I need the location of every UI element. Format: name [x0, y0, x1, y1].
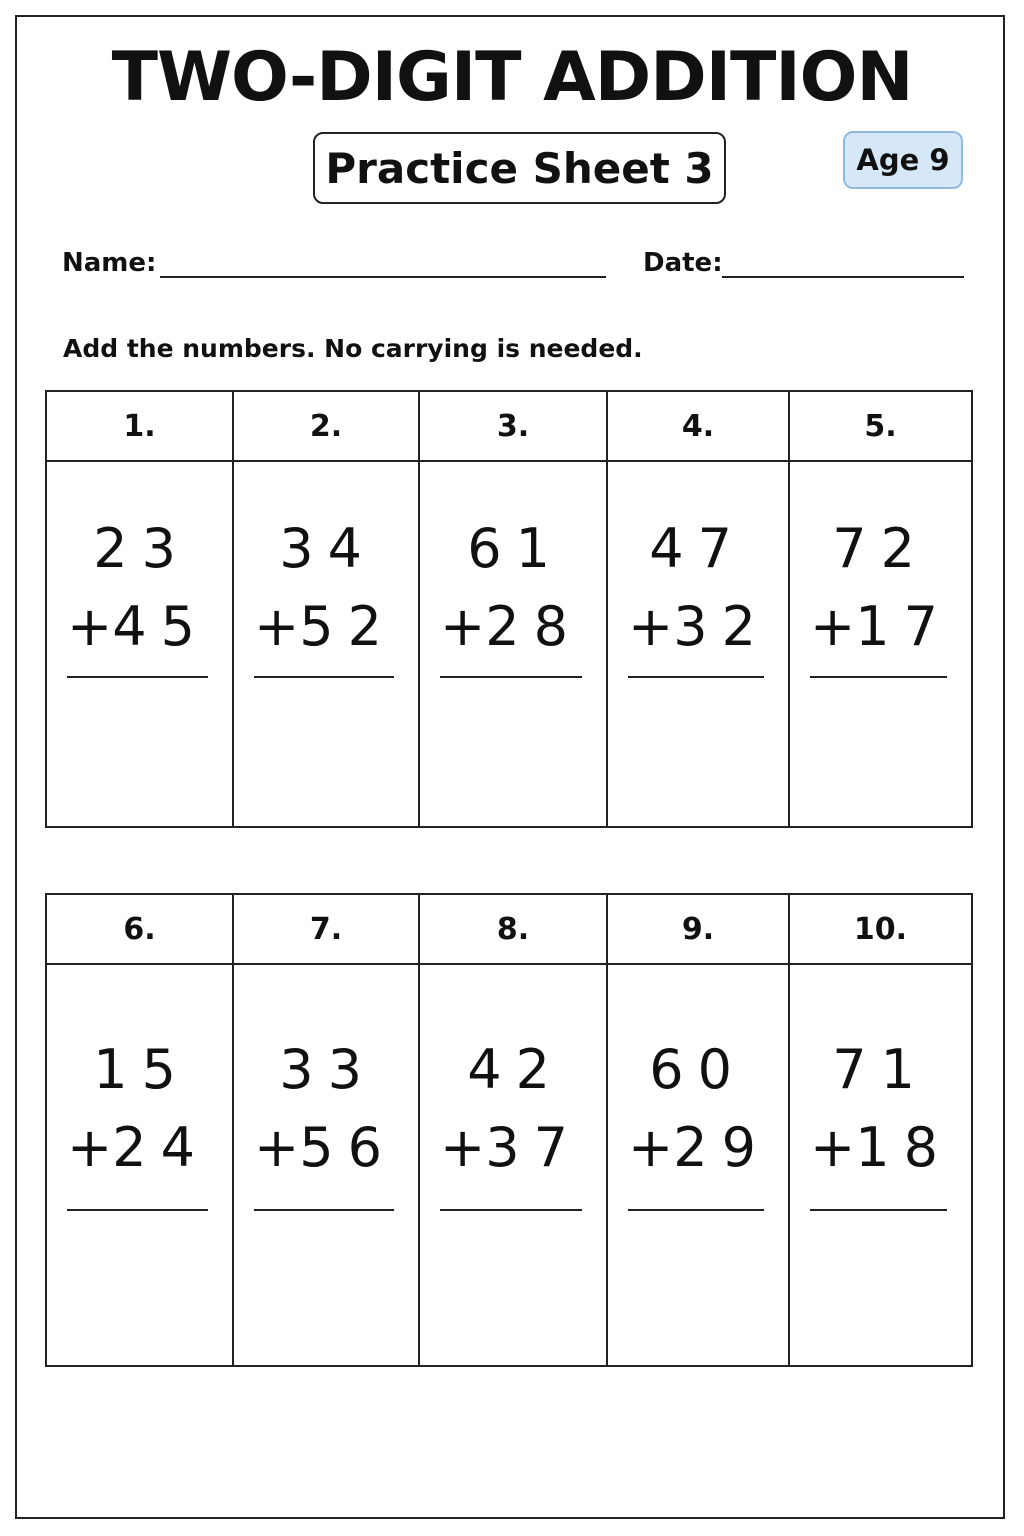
problem-grid-top — [45, 390, 973, 828]
plus-sign: + — [67, 1116, 113, 1179]
addend-bottom-row — [810, 1116, 952, 1179]
addend-top: 71 — [832, 1038, 929, 1101]
worksheet-title: TWO-DIGIT ADDITION — [111, 38, 913, 117]
answer-line[interactable] — [810, 676, 947, 678]
name-label: Name: — [62, 248, 157, 278]
plus-sign: + — [254, 595, 300, 658]
problem-number: 2. — [234, 392, 418, 462]
problem-cell — [47, 392, 234, 826]
problem-number: 5. — [790, 392, 971, 462]
answer-line[interactable] — [67, 1209, 208, 1211]
addend-bottom: 52 — [299, 595, 396, 658]
answer-line[interactable] — [67, 676, 208, 678]
answer-line[interactable] — [440, 1209, 582, 1211]
addend-top: 34 — [279, 517, 376, 580]
addend-bottom-row — [254, 595, 396, 658]
answer-line[interactable] — [628, 676, 764, 678]
problem-number: 1. — [47, 392, 232, 462]
addend-bottom: 17 — [855, 595, 952, 658]
addend-top: 42 — [467, 1038, 564, 1101]
problem-number: 4. — [608, 392, 788, 462]
problem-number: 8. — [420, 895, 606, 965]
problem-number: 10. — [790, 895, 971, 965]
addend-bottom: 45 — [112, 595, 209, 658]
subtitle-box — [313, 132, 726, 204]
addend-bottom: 28 — [485, 595, 582, 658]
plus-sign: + — [440, 1116, 486, 1179]
problem-cell — [420, 392, 608, 826]
problem-number: 6. — [47, 895, 232, 965]
problem-number: 7. — [234, 895, 418, 965]
plus-sign: + — [628, 595, 674, 658]
addend-bottom: 24 — [112, 1116, 209, 1179]
problem-number: 3. — [420, 392, 606, 462]
problem-cell — [790, 392, 971, 826]
age-badge — [843, 131, 963, 189]
plus-sign: + — [810, 1116, 856, 1179]
addend-top: 61 — [467, 517, 564, 580]
answer-line[interactable] — [628, 1209, 764, 1211]
addend-bottom: 32 — [673, 595, 770, 658]
date-field[interactable] — [722, 276, 964, 278]
plus-sign: + — [440, 595, 486, 658]
addend-bottom: 56 — [299, 1116, 396, 1179]
problem-cell — [234, 895, 420, 1365]
instructions: Add the numbers. No carrying is needed. — [63, 334, 643, 363]
age-badge-label: Age 9 — [856, 143, 950, 177]
plus-sign: + — [67, 595, 113, 658]
addend-top: 33 — [279, 1038, 376, 1101]
subtitle: Practice Sheet 3 — [325, 143, 714, 193]
problem-number: 9. — [608, 895, 788, 965]
answer-line[interactable] — [254, 1209, 394, 1211]
name-field[interactable] — [160, 276, 606, 278]
addend-bottom: 37 — [485, 1116, 582, 1179]
plus-sign: + — [628, 1116, 674, 1179]
addend-bottom-row — [440, 595, 582, 658]
addend-top: 72 — [832, 517, 929, 580]
problem-cell — [420, 895, 608, 1365]
addend-bottom-row — [628, 1116, 770, 1179]
addend-bottom-row — [440, 1116, 582, 1179]
plus-sign: + — [254, 1116, 300, 1179]
problem-cell — [47, 895, 234, 1365]
date-label: Date: — [643, 248, 723, 278]
plus-sign: + — [810, 595, 856, 658]
addend-bottom-row — [810, 595, 952, 658]
problem-cell — [790, 895, 971, 1365]
addend-bottom-row — [67, 595, 209, 658]
addend-bottom-row — [254, 1116, 396, 1179]
problem-grid-bottom — [45, 893, 973, 1367]
addend-bottom: 29 — [673, 1116, 770, 1179]
problem-cell — [608, 895, 790, 1365]
problem-cell — [234, 392, 420, 826]
answer-line[interactable] — [254, 676, 394, 678]
addend-bottom-row — [67, 1116, 209, 1179]
answer-line[interactable] — [440, 676, 582, 678]
addend-bottom-row — [628, 595, 770, 658]
addend-bottom: 18 — [855, 1116, 952, 1179]
problem-cell — [608, 392, 790, 826]
addend-top: 47 — [649, 517, 746, 580]
addend-top: 60 — [649, 1038, 746, 1101]
addend-top: 15 — [93, 1038, 190, 1101]
answer-line[interactable] — [810, 1209, 947, 1211]
addend-top: 23 — [93, 517, 190, 580]
